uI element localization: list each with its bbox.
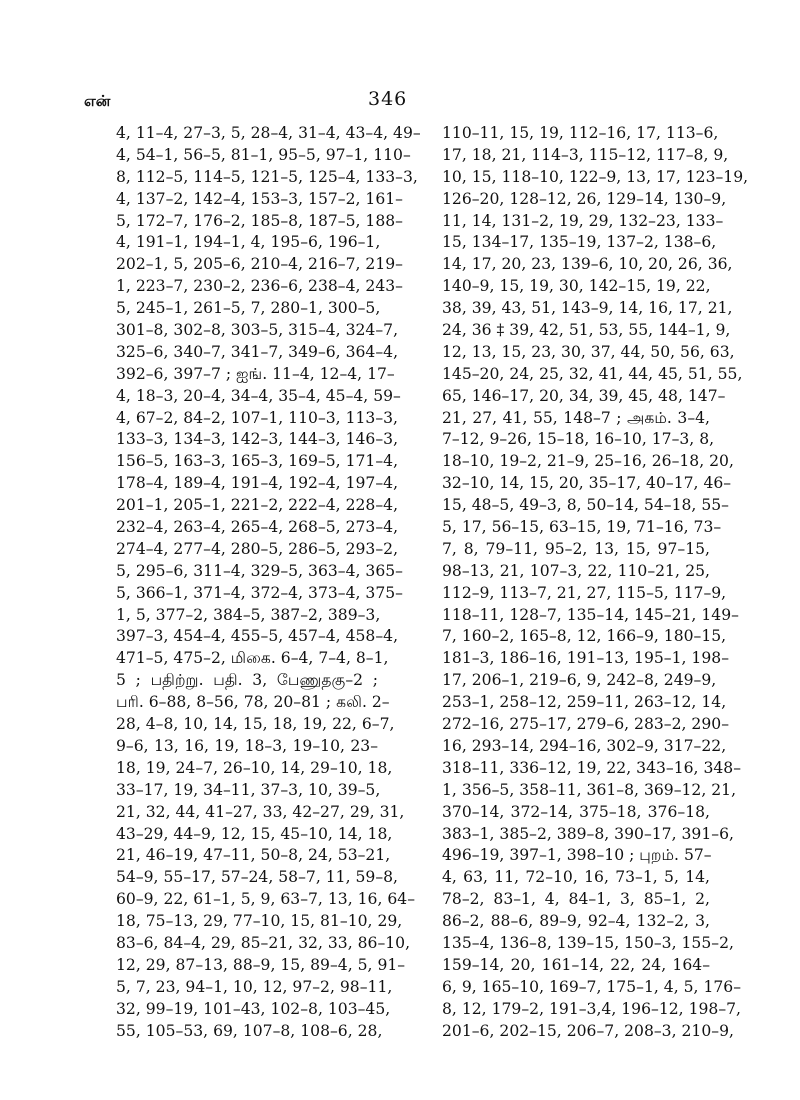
- index-line: 55, 105–53, 69, 107–8, 108–6, 28,: [116, 1021, 383, 1040]
- index-line: 32–10, 14, 15, 20, 35–17, 40–17, 46–: [442, 474, 732, 493]
- index-line: 18–10, 19–2, 21–9, 25–16, 26–18, 20,: [442, 452, 734, 471]
- index-line: 159–14, 20, 161–14, 22, 24, 164–: [442, 955, 710, 974]
- index-line: 201–1, 205–1, 221–2, 222–4, 228–4,: [116, 496, 399, 515]
- index-line: 5, 245–1, 261–5, 7, 280–1, 300–5,: [116, 299, 381, 318]
- index-line: 12, 29, 87–13, 88–9, 15, 89–4, 5, 91–: [116, 955, 406, 974]
- index-line: 5, 295–6, 311–4, 329–5, 363–4, 365–: [116, 561, 403, 580]
- index-line: 4, 54–1, 56–5, 81–1, 95–5, 97–1, 110–: [116, 145, 411, 164]
- index-line: 5, 17, 56–15, 63–15, 19, 71–16, 73–: [442, 518, 722, 537]
- index-line: 178–4, 189–4, 191–4, 192–4, 197–4,: [116, 474, 399, 493]
- page-number: 346: [368, 88, 408, 110]
- index-line: 5 ; பதிற்று. பதி. 3, பேணுதகு–2 ;: [116, 671, 378, 690]
- index-line: 135–4, 136–8, 139–15, 150–3, 155–2,: [442, 933, 734, 952]
- index-line: 5, 366–1, 371–4, 372–4, 373–4, 375–: [116, 583, 403, 602]
- index-line: 14, 17, 20, 23, 139–6, 10, 20, 26, 36,: [442, 255, 733, 274]
- index-line: 232–4, 263–4, 265–4, 268–5, 273–4,: [116, 518, 399, 537]
- index-line: 17, 206–1, 219–6, 9, 242–8, 249–9,: [442, 671, 717, 690]
- index-line: 10, 15, 118–10, 122–9, 13, 17, 123–19,: [442, 167, 749, 186]
- index-line: பரி. 6–88, 8–56, 78, 20–81 ; கலி. 2–: [116, 693, 390, 712]
- index-line: 24, 36 ‡ 39, 42, 51, 53, 55, 144–1, 9,: [442, 321, 731, 340]
- index-line: 496–19, 397–1, 398–10 ; புறம். 57–: [442, 846, 712, 865]
- index-line: 118–11, 128–7, 135–14, 145–21, 149–: [442, 605, 739, 624]
- index-line: 9–6, 13, 16, 19, 18–3, 19–10, 23–: [116, 736, 378, 755]
- index-line: 5, 172–7, 176–2, 185–8, 187–5, 188–: [116, 211, 403, 230]
- index-line: 4, 11–4, 27–3, 5, 28–4, 31–4, 43–4, 49–: [116, 124, 421, 142]
- index-line: 18, 75–13, 29, 77–10, 15, 81–10, 29,: [116, 912, 403, 931]
- index-line: 32, 99–19, 101–43, 102–8, 103–45,: [116, 999, 391, 1018]
- index-line: 16, 293–14, 294–16, 302–9, 317–22,: [442, 736, 727, 755]
- index-line: 4, 63, 11, 72–10, 16, 73–1, 5, 14,: [442, 868, 710, 887]
- index-line: 78–2, 83–1, 4, 84–1, 3, 85–1, 2,: [442, 890, 710, 909]
- index-line: 181–3, 186–16, 191–13, 195–1, 198–: [442, 649, 729, 668]
- index-line: 301–8, 302–8, 303–5, 315–4, 324–7,: [116, 321, 399, 340]
- index-line: 202–1, 5, 205–6, 210–4, 216–7, 219–: [116, 255, 403, 274]
- index-line: 21, 27, 41, 55, 148–7 ; அகம். 3–4,: [442, 408, 710, 427]
- index-line: 110–11, 15, 19, 112–16, 17, 113–6,: [442, 124, 719, 142]
- index-line: 43–29, 44–9, 12, 15, 45–10, 14, 18,: [116, 824, 393, 843]
- index-line: 5, 7, 23, 94–1, 10, 12, 97–2, 98–11,: [116, 977, 393, 996]
- index-line: 4, 191–1, 194–1, 4, 195–6, 196–1,: [116, 233, 381, 252]
- index-line: 145–20, 24, 25, 32, 41, 44, 45, 51, 55,: [442, 364, 743, 383]
- index-line: 1, 223–7, 230–2, 236–6, 238–4, 243–: [116, 277, 403, 296]
- index-line: 86–2, 88–6, 89–9, 92–4, 132–2, 3,: [442, 912, 710, 931]
- index-line: 7, 8, 79–11, 95–2, 13, 15, 97–15,: [442, 539, 710, 558]
- index-line: 12, 13, 15, 23, 30, 37, 44, 50, 56, 63,: [442, 342, 735, 361]
- index-line: 15, 134–17, 135–19, 137–2, 138–6,: [442, 233, 717, 252]
- index-line: 383–1, 385–2, 389–8, 390–17, 391–6,: [442, 824, 734, 843]
- index-line: 133–3, 134–3, 142–3, 144–3, 146–3,: [116, 430, 399, 449]
- index-line: 38, 39, 43, 51, 143–9, 14, 16, 17, 21,: [442, 299, 733, 318]
- index-line: 4, 18–3, 20–4, 34–4, 35–4, 45–4, 59–: [116, 386, 401, 405]
- index-line: 54–9, 55–17, 57–24, 58–7, 11, 59–8,: [116, 868, 399, 887]
- index-line: 8, 112–5, 114–5, 121–5, 125–4, 133–3,: [116, 167, 418, 186]
- index-line: 65, 146–17, 20, 34, 39, 45, 48, 147–: [442, 386, 726, 405]
- index-line: 318–11, 336–12, 19, 22, 343–16, 348–: [442, 758, 742, 777]
- index-line: 15, 48–5, 49–3, 8, 50–14, 54–18, 55–: [442, 496, 729, 515]
- left-index-column: [116, 123, 421, 1042]
- index-line: 325–6, 340–7, 341–7, 349–6, 364–4,: [116, 342, 399, 361]
- index-line: 6, 9, 165–10, 169–7, 175–1, 4, 5, 176–: [442, 977, 742, 996]
- index-line: 7, 160–2, 165–8, 12, 166–9, 180–15,: [442, 627, 727, 646]
- index-line: 4, 67–2, 84–2, 107–1, 110–3, 113–3,: [116, 408, 399, 427]
- index-line: 18, 19, 24–7, 26–10, 14, 29–10, 18,: [116, 758, 393, 777]
- index-line: 140–9, 15, 19, 30, 142–15, 19, 22,: [442, 277, 711, 296]
- index-line: 21, 46–19, 47–11, 50–8, 24, 53–21,: [116, 846, 391, 865]
- index-line: 471–5, 475–2, மிகை. 6–4, 7–4, 8–1,: [116, 649, 389, 668]
- index-line: 21, 32, 44, 41–27, 33, 42–27, 29, 31,: [116, 802, 405, 821]
- index-line: 397–3, 454–4, 455–5, 457–4, 458–4,: [116, 627, 399, 646]
- index-line: 1, 356–5, 358–11, 361–8, 369–12, 21,: [442, 780, 737, 799]
- index-line: 33–17, 19, 34–11, 37–3, 10, 39–5,: [116, 780, 381, 799]
- index-line: 112–9, 113–7, 21, 27, 115–5, 117–9,: [442, 583, 727, 602]
- index-line: 4, 137–2, 142–4, 153–3, 157–2, 161–: [116, 189, 403, 208]
- index-line: 98–13, 21, 107–3, 22, 110–21, 25,: [442, 561, 710, 580]
- index-line: 11, 14, 131–2, 19, 29, 132–23, 133–: [442, 211, 724, 230]
- index-line: 274–4, 277–4, 280–5, 286–5, 293–2,: [116, 539, 399, 558]
- index-line: 83–6, 84–4, 29, 85–21, 32, 33, 86–10,: [116, 933, 411, 952]
- index-line: 126–20, 128–12, 26, 129–14, 130–9,: [442, 189, 727, 208]
- index-line: 201–6, 202–15, 206–7, 208–3, 210–9,: [442, 1021, 734, 1040]
- index-line: 7–12, 9–26, 15–18, 16–10, 17–3, 8,: [442, 430, 715, 449]
- right-index-column: [442, 123, 749, 1042]
- index-line: 28, 4–8, 10, 14, 15, 18, 19, 22, 6–7,: [116, 715, 395, 734]
- index-line: 392–6, 397–7 ; ஐங். 11–4, 12–4, 17–: [116, 364, 395, 383]
- index-line: 60–9, 22, 61–1, 5, 9, 63–7, 13, 16, 64–: [116, 890, 415, 909]
- running-header-word: என்: [84, 92, 111, 110]
- index-line: 156–5, 163–3, 165–3, 169–5, 171–4,: [116, 452, 399, 471]
- index-line: 272–16, 275–17, 279–6, 283–2, 290–: [442, 715, 729, 734]
- index-line: 1, 5, 377–2, 384–5, 387–2, 389–3,: [116, 605, 381, 624]
- index-line: 253–1, 258–12, 259–11, 263–12, 14,: [442, 693, 727, 712]
- index-line: 370–14, 372–14, 375–18, 376–18,: [442, 802, 710, 821]
- index-line: 17, 18, 21, 114–3, 115–12, 117–8, 9,: [442, 145, 729, 164]
- index-line: 8, 12, 179–2, 191–3,4, 196–12, 198–7,: [442, 999, 742, 1018]
